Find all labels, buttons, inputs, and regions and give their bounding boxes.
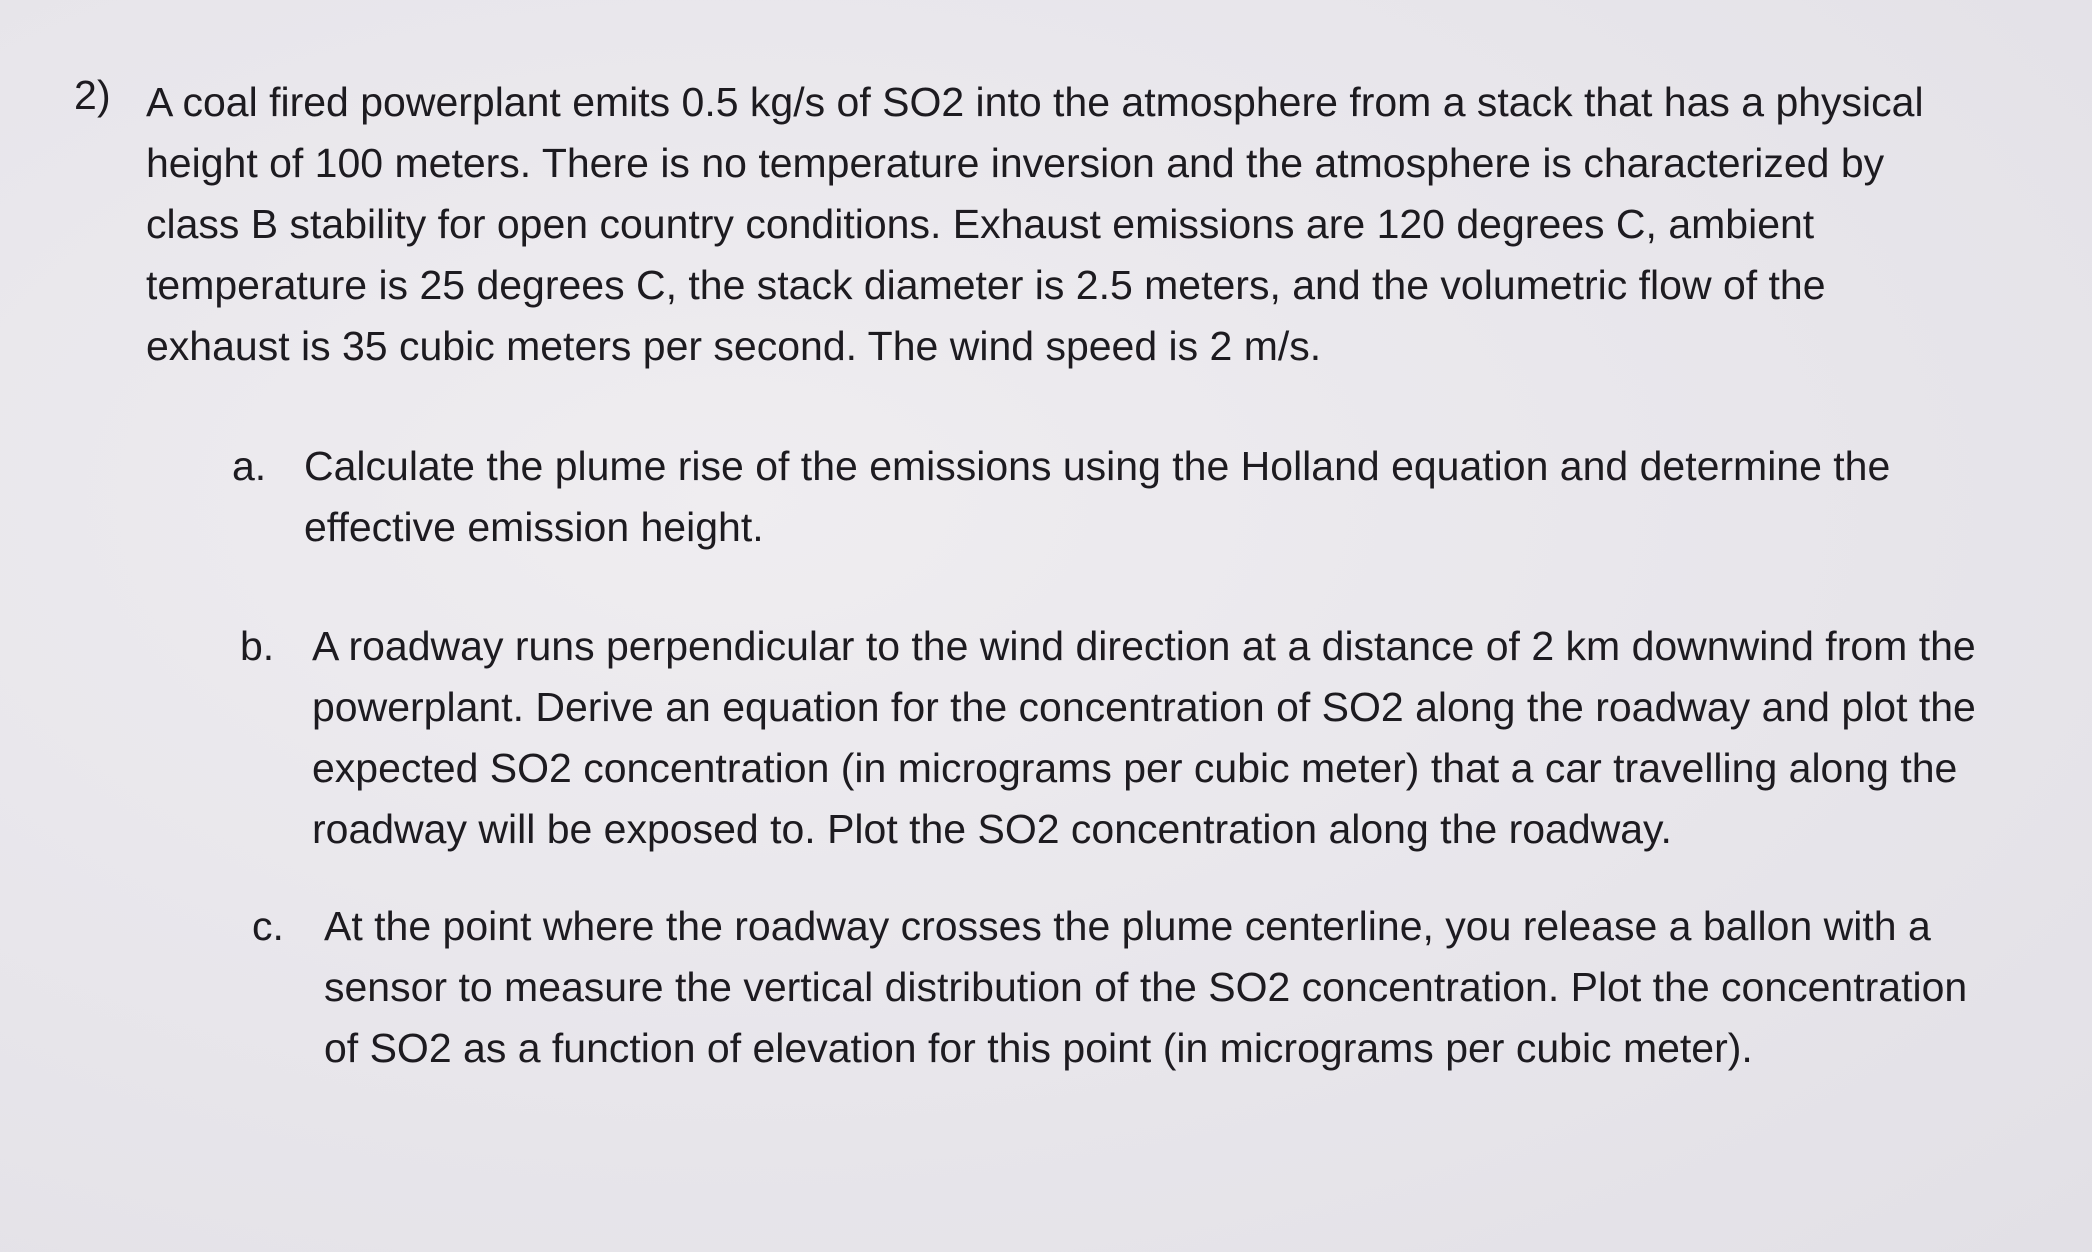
part-letter: c. xyxy=(252,903,284,949)
part-line: of SO2 as a function of elevation for this point (in micrograms per cubic meter). xyxy=(324,1025,1753,1071)
question-line: temperature is 25 degrees C, the stack diameter is 2.5 meters, and the volumetric flow of the xyxy=(146,262,1826,308)
part-text xyxy=(312,616,2012,860)
part-text xyxy=(324,896,2024,1079)
part-line: expected SO2 concentration (in micrograms per cubic meter) that a car travelling along the xyxy=(312,745,1958,791)
part-line: A roadway runs perpendicular to the wind direction at a distance of 2 km downwind from the xyxy=(312,623,1976,669)
part-line: At the point where the roadway crosses the plume centerline, you release a ballon with a xyxy=(324,903,1931,949)
part-line: effective emission height. xyxy=(304,504,764,550)
part-line: Calculate the plume rise of the emissions using the Holland equation and determine the xyxy=(304,443,1891,489)
part-line: powerplant. Derive an equation for the concentration of SO2 along the roadway and plot the xyxy=(312,684,1976,730)
question-number: 2) xyxy=(74,72,111,118)
part-line: roadway will be exposed to. Plot the SO2 concentration along the roadway. xyxy=(312,806,1672,852)
question-statement xyxy=(146,72,2016,377)
part-text xyxy=(304,436,2004,558)
part-letter: a. xyxy=(232,443,267,489)
question-line: class B stability for open country conditions. Exhaust emissions are 120 degrees C, ambient xyxy=(146,201,1815,247)
part-letter: b. xyxy=(240,623,275,669)
question-line: A coal fired powerplant emits 0.5 kg/s of SO2 into the atmosphere from a stack that has a physical xyxy=(146,79,1924,125)
question-line: exhaust is 35 cubic meters per second. The wind speed is 2 m/s. xyxy=(146,323,1322,369)
question-line: height of 100 meters. There is no temperature inversion and the atmosphere is characterized by xyxy=(146,140,1885,186)
part-line: sensor to measure the vertical distribution of the SO2 concentration. Plot the concentration xyxy=(324,964,1968,1010)
